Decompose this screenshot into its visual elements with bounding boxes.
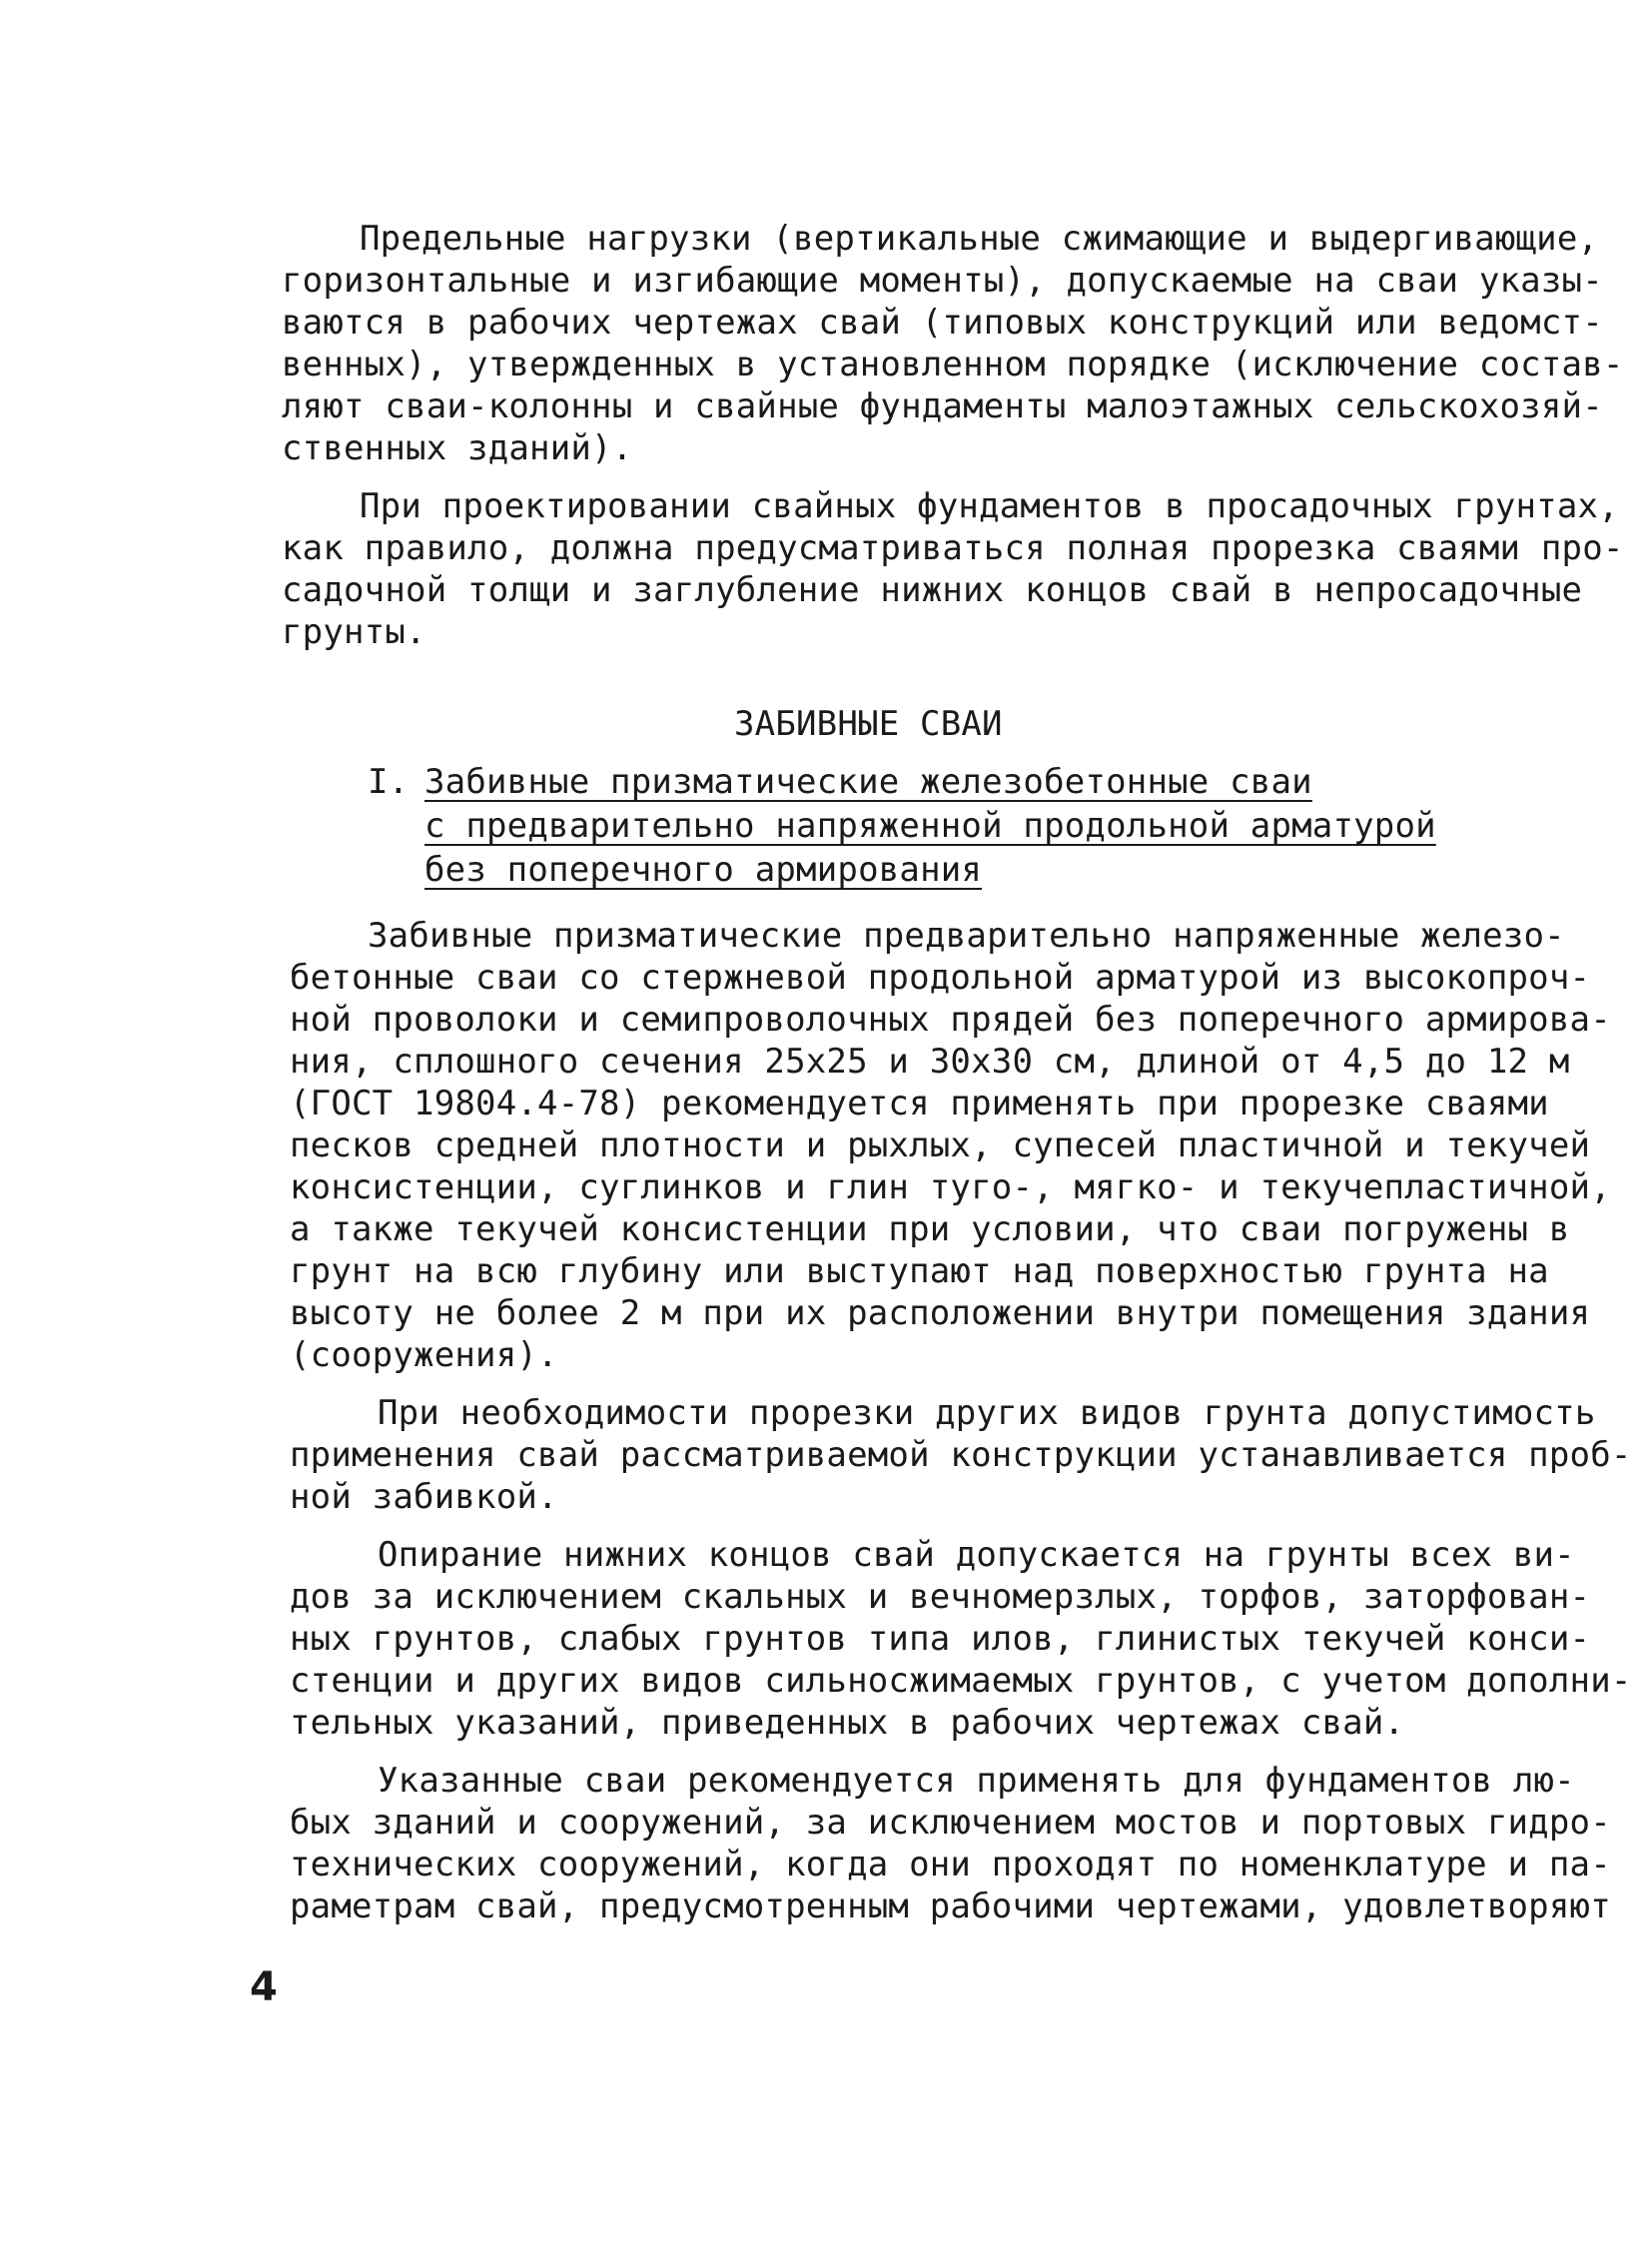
text-line: дов за исключением скальных и вечномерзлых, торфов, заторфован- (290, 1577, 1591, 1617)
text-line: При проектировании свайных фундаментов в просадочных грунтах, (360, 486, 1619, 526)
text-line: (сооружения). (290, 1335, 558, 1375)
text-line: применения свай рассматриваемой конструкции устанавливается проб- (290, 1435, 1632, 1475)
text-line: стенции и других видов сильносжимаемых грунтов, с учетом дополни- (290, 1661, 1632, 1701)
subsection-title-line: без поперечного армирования (424, 850, 983, 890)
text-line: раметрам свай, предусмотренным рабочими чертежами, удовлетворяют (290, 1886, 1611, 1926)
text-line: высоту не более 2 м при их расположении внутри помещения здания (290, 1293, 1591, 1333)
text-line: Опирание нижних концов свай допускается на грунты всех ви- (378, 1535, 1575, 1575)
text-line: Указанные сваи рекомендуется применять для фундаментов лю- (378, 1761, 1575, 1801)
section-heading: ЗАБИВНЫЕ СВАИ (734, 704, 1003, 744)
text-line: песков средней плотности и рыхлых, супесей пластичной и текучей (290, 1125, 1591, 1165)
text-line: Предельные нагрузки (вертикальные сжимающие и выдергивающие, (360, 219, 1599, 259)
text-line: грунты. (282, 612, 426, 652)
text-line: ственных зданий). (282, 428, 633, 468)
subsection-number: I. (368, 762, 410, 802)
subsection-title-line: Забивные призматические железобетонные сваи (424, 762, 1312, 802)
page-number: 4 (250, 1964, 279, 2010)
subsection-title-line: с предварительно напряженной продольной арматурой (424, 806, 1436, 846)
text-line: При необходимости прорезки других видов грунта допустимость (378, 1393, 1596, 1433)
text-line: грунт на всю глубину или выступают над поверхностью грунта на (290, 1251, 1549, 1291)
text-line: венных), утвержденных в установленном порядке (исключение состав- (282, 345, 1624, 384)
text-line: бых зданий и сооружений, за исключением мостов и портовых гидро- (290, 1803, 1611, 1843)
text-line: технических сооружений, когда они проходят по номенклатуре и па- (290, 1845, 1611, 1884)
text-line: горизонтальные и изгибающие моменты), допускаемые на сваи указы- (282, 261, 1603, 301)
text-line: тельных указаний, приведенных в рабочих чертежах свай. (290, 1703, 1405, 1743)
text-line: бетонные сваи со стержневой продольной арматурой из высокопроч- (290, 958, 1591, 998)
text-line: ляют сваи-колонны и свайные фундаменты малоэтажных сельскохозяй- (282, 386, 1603, 426)
text-line: ной забивкой. (290, 1477, 558, 1517)
text-line: садочной толщи и заглубление нижних концов свай в непросадочные (282, 570, 1583, 610)
text-line: ния, сплошного сечения 25х25 и 30х30 см, длиной от 4,5 до 12 м (290, 1042, 1570, 1082)
text-line: консистенции, суглинков и глин туго-, мягко- и текучепластичной, (290, 1167, 1611, 1207)
text-line: а также текучей консистенции при условии, что сваи погружены в (290, 1209, 1570, 1249)
text-line: ных грунтов, слабых грунтов типа илов, глинистых текучей конси- (290, 1619, 1591, 1659)
text-line: (ГОСТ 19804.4-78) рекомендуется применять при прорезке сваями (290, 1084, 1549, 1123)
text-line: ваются в рабочих чертежах свай (типовых конструкций или ведомст- (282, 303, 1603, 343)
text-line: Забивные призматические предварительно напряженные железо- (368, 916, 1565, 956)
text-line: как правило, должна предусматриваться полная прорезка сваями про- (282, 528, 1624, 568)
text-line: ной проволоки и семипроволочных прядей без поперечного армирова- (290, 1000, 1611, 1040)
